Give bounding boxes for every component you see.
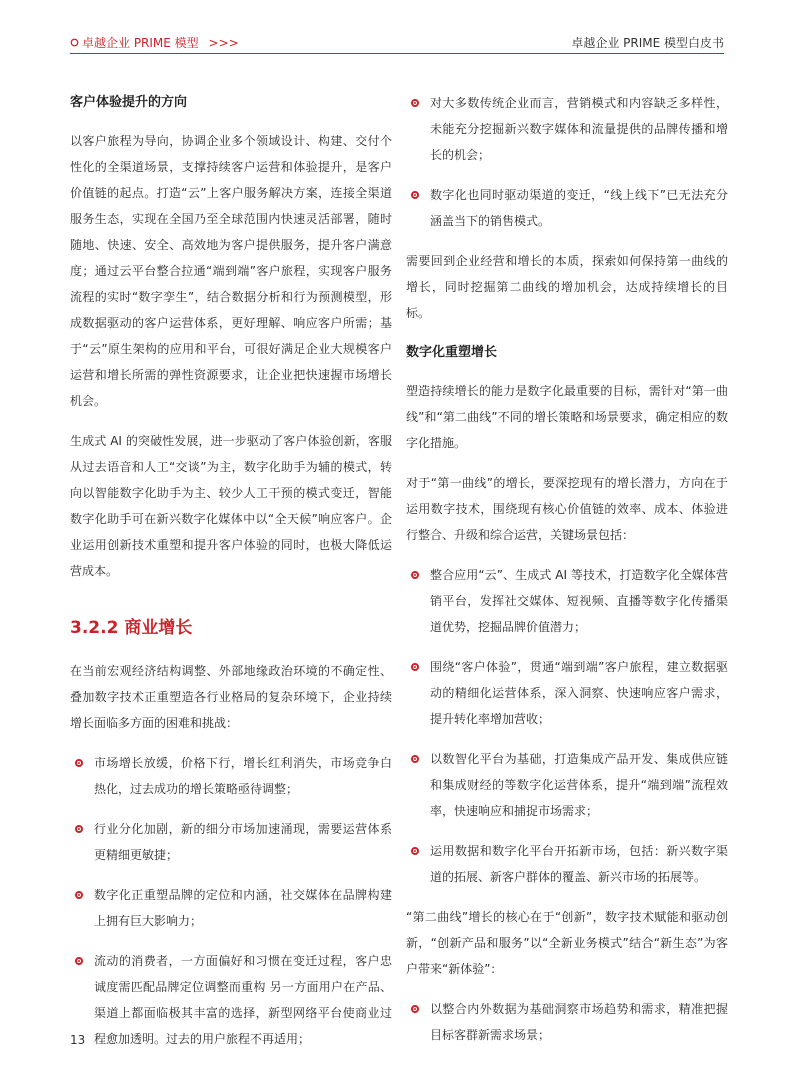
paragraph: 对于“第一曲线”的增长，要深挖现有的增长潜力，方向在于运用数字技术，围绕现有核心价值链的效率、成本、体验进行整合、升级和综合运营，关键场景包括：	[406, 476, 728, 542]
list-item-text: 市场增长放缓，价格下行，增长红利消失，市场竞争白热化，过去成功的增长策略亟待调整；	[94, 756, 392, 796]
list-item-text: 整合应用“云”、生成式 AI 等技术，打造数字化全媒体营销平台，发挥社交媒体、短视频、直播等数字化传播渠道优势，挖掘品牌价值潜力；	[430, 568, 728, 634]
header-left	[70, 34, 239, 51]
list-item-text: 行业分化加剧，新的细分市场加速涌现，需要运营体系更精细更敏捷；	[94, 822, 392, 862]
list-item	[406, 838, 728, 890]
section-heading: 3.2.2 商业增长	[70, 618, 193, 638]
list-item	[406, 90, 728, 168]
bullet-list	[406, 90, 728, 234]
bullet-icon	[411, 755, 419, 763]
list-item-text: 围绕“客户体验”，贯通“端到端”客户旅程，建立数据驱动的精细化运营体系，深入洞察、快速响应客户需求，提升转化率增加营收；	[430, 660, 728, 726]
bullet-icon	[75, 825, 83, 833]
right-column	[406, 90, 728, 1062]
header-arrows: >>>	[208, 36, 239, 50]
paragraph: “第二曲线”增长的核心在于“创新”，数字技术赋能和驱动创新，“创新产品和服务”以“全新业务模式”结合“新生态”为客户带来“新体验”：	[406, 910, 728, 976]
bullet-icon	[75, 957, 83, 965]
paragraph: 以客户旅程为导向，协调企业多个领域设计、构建、交付个性化的全渠道场景，支撑持续客户运营和体验提升，是客户价值链的起点。打造“云”上客户服务解决方案，连接全渠道服务生态，实现在全国乃至全球范围内快速灵活部署，随时随地、快速、安全、高效地为客户提供服务，提升客户满意度；通过云平台整合拉通“端到端”客户旅程，实现客户服务流程的实时“数字孪生”，结合数据分析和行为预测模型，形成数据驱动的客户运营体系，更好理解、响应客户所需；基于“云”原生架构的应用和平台，可很好满足企业大规模客户运营和增长所需的弹性资源要求，让企业把快速握市场增长机会。	[70, 134, 392, 408]
page-header	[70, 34, 724, 54]
list-item-text: 运用数据和数字化平台开拓新市场，包括：新兴数字渠道的拓展、新客户群体的覆盖、新兴市场的拓展等。	[430, 844, 728, 884]
list-item-text: 数字化正重塑品牌的定位和内涵，社交媒体在品牌构建上拥有巨大影响力；	[94, 888, 392, 928]
bullet-icon	[411, 663, 419, 671]
list-item	[70, 816, 392, 868]
list-item-text: 数字化也同时驱动渠道的变迁，“线上线下”已无法充分涵盖当下的销售模式。	[430, 188, 728, 228]
bullet-icon	[75, 891, 83, 899]
bullet-list	[406, 562, 728, 890]
list-item	[406, 746, 728, 824]
bullet-icon	[411, 847, 419, 855]
bullet-icon	[411, 191, 419, 199]
paragraph: 在当前宏观经济结构调整、外部地缘政治环境的不确定性、叠加数字技术正重塑造各行业格局的复杂环境下，企业持续增长面临多方面的困难和挑战：	[70, 664, 392, 730]
left-column	[70, 90, 392, 1066]
subheading-digital-growth: 数字化重塑增长	[406, 345, 498, 360]
paragraph: 生成式 AI 的突破性发展，进一步驱动了客户体验创新，客服从过去语音和人工“交谈”为主，数字化助手为辅的模式，转向以智能数字化助手为主、较少人工干预的模式变迁，智能数字化助手可在新兴数字化媒体中以“全天候”响应客户。企业运用创新技术重塑和提升客户体验的同时，也极大降低运营成本。	[70, 434, 392, 578]
list-item	[70, 948, 392, 1052]
list-item-text: 以数智化平台为基础，打造集成产品开发、集成供应链和集成财经的等数字化运营体系，提升“端到端”流程效率，快速响应和捕捉市场需求；	[430, 752, 728, 818]
header-left-title: 卓越企业 PRIME 模型	[82, 36, 199, 50]
list-item	[406, 562, 728, 640]
bullet-icon	[411, 571, 419, 579]
list-item-text: 以整合内外数据为基础洞察市场趋势和需求，精准把握目标客群新需求场景；	[430, 1002, 728, 1042]
list-item-text: 流动的消费者，一方面偏好和习惯在变迁过程，客户忠诚度需匹配品牌定位调整而重构 另一方面用户在产品、渠道上都面临极其丰富的选择，新型网络平台使商业过程愈加透明。过去的用户旅程不再适用；	[94, 954, 392, 1046]
bullet-list	[70, 750, 392, 1052]
bullet-icon	[75, 759, 83, 767]
bullet-list	[406, 996, 728, 1048]
paragraph: 塑造持续增长的能力是数字化最重要的目标，需针对“第一曲线”和“第二曲线”不同的增长策略和场景要求，确定相应的数字化措施。	[406, 384, 728, 450]
logo-icon	[70, 36, 79, 50]
list-item	[406, 654, 728, 732]
header-rule	[70, 53, 724, 54]
page-number: 13	[70, 1033, 86, 1047]
list-item	[70, 882, 392, 934]
paragraph: 需要回到企业经营和增长的本质，探索如何保持第一曲线的增长，同时挖掘第二曲线的增加机会，达成持续增长的目标。	[406, 254, 728, 320]
header-right-title: 卓越企业 PRIME 模型白皮书	[571, 36, 724, 50]
list-item-text: 对大多数传统企业而言，营销模式和内容缺乏多样性，未能充分挖掘新兴数字媒体和流量提供的品牌传播和增长的机会；	[430, 96, 728, 162]
list-item	[406, 182, 728, 234]
subheading-customer-experience: 客户体验提升的方向	[70, 95, 188, 110]
list-item	[406, 996, 728, 1048]
bullet-icon	[411, 1005, 419, 1013]
list-item	[70, 750, 392, 802]
bullet-icon	[411, 99, 419, 107]
